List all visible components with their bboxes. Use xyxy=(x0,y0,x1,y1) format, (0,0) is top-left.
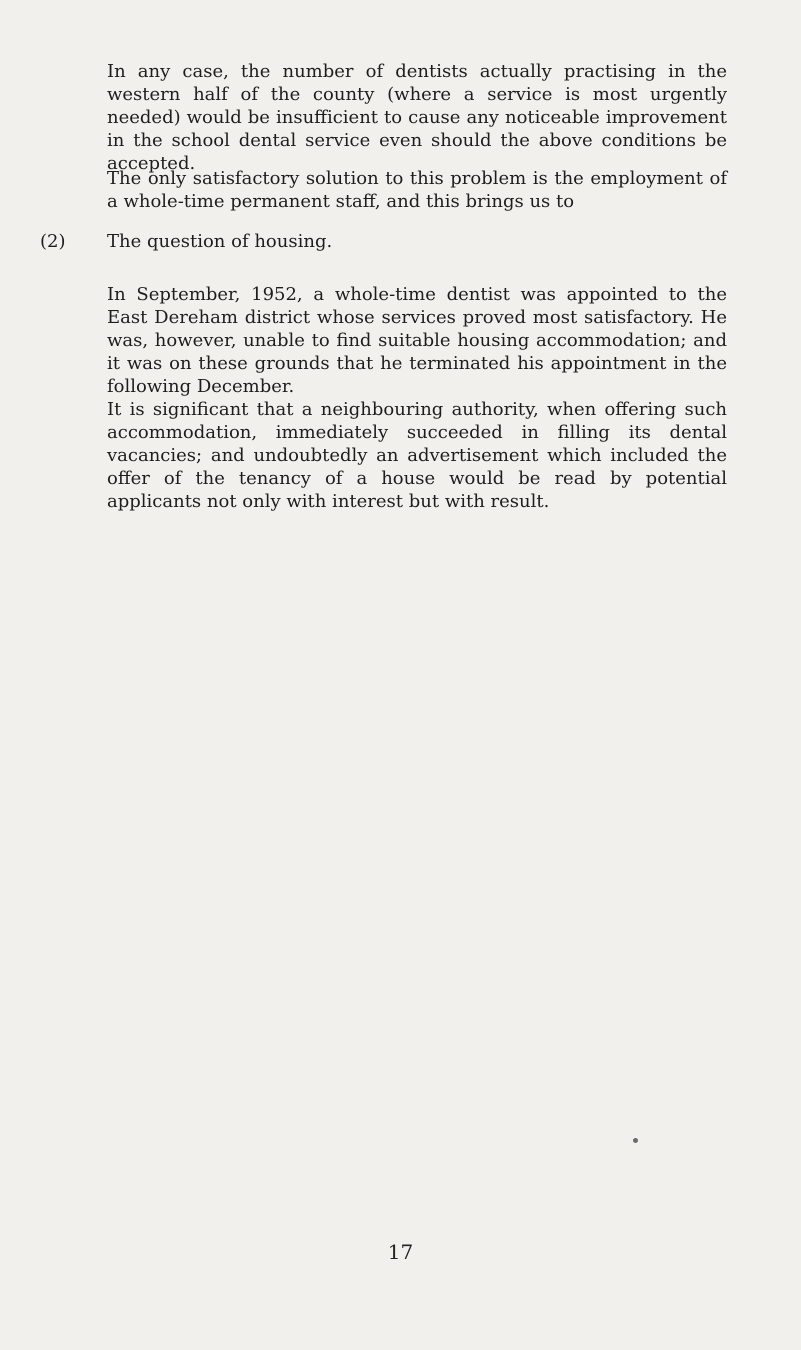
paragraph-dentist-appointment: In September, 1952, a whole-time dentist was appointed to the East Dereham district whose services proved most satisfactory. He was, however, unable to find suitable housing accommodation; and it was on these grounds that he terminated his appointment in the following December. xyxy=(107,284,727,397)
paragraph-permanent-staff: The only satisfactory solution to this problem is the employment of a whole-time permanent staff, and this brings us to xyxy=(107,168,727,212)
page-number: 17 xyxy=(387,1240,414,1264)
paragraph-neighbouring-authority: It is significant that a neighbouring authority, when offering such accommodation, immediately succeeded in filling its dental vacancies; and undoubtedly an advertisement which included the offer of the tenancy of a house would be read by potential applicants not only with interest but with result. xyxy=(107,399,727,512)
item-heading: The question of housing. xyxy=(107,231,333,252)
stray-mark xyxy=(633,1138,638,1143)
paragraph-dentists-insufficient: In any case, the number of dentists actually practising in the western half of the county (where a service is most urgently needed) would be insufficient to cause any noticeable improvement in the school dental service even should the above conditions be accepted. xyxy=(107,61,727,174)
item-number: (2) xyxy=(40,231,66,252)
